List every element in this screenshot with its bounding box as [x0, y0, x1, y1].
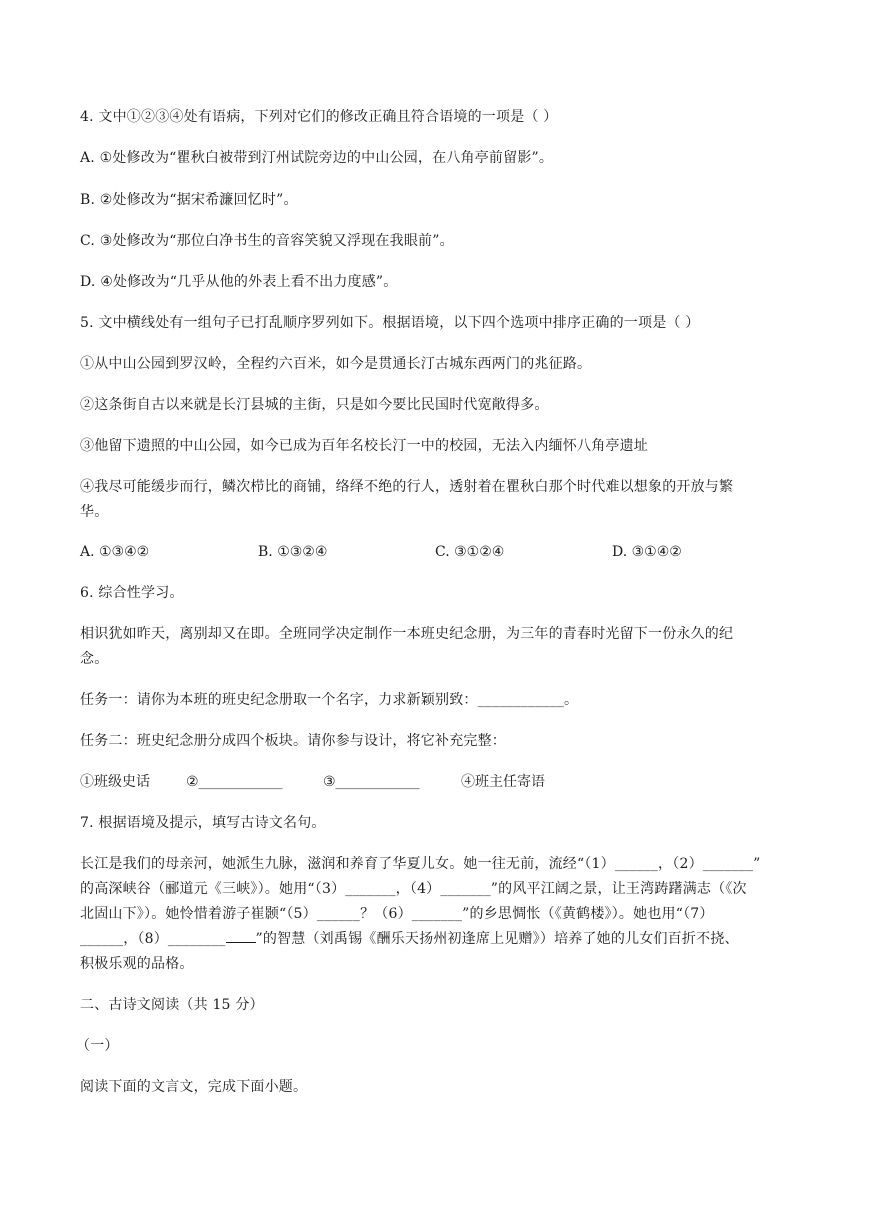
q6-stem: 6. 综合性学习。	[80, 585, 184, 601]
q6-board-2: ②____________	[186, 774, 283, 790]
q4-stem: 4. 文中①②③④处有语病，下列对它们的修改正确且符合语境的一项是（ ）	[80, 109, 558, 125]
q7-paragraph-line-5: 积极乐观的品格。	[80, 956, 194, 972]
q5-sentence-2: ②这条街自古以来就是长汀县城的主街，只是如今要比民国时代宽敞得多。	[80, 397, 549, 413]
q5-sentence-4-line-1: ④我尽可能缓步而行，鳞次栉比的商铺，络绎不绝的行人，透射着在瞿秋白那个时代难以想象的开放与繁	[80, 479, 734, 495]
q6-board-4: ④班主任寄语	[461, 774, 545, 790]
q6-board-3: ③____________	[323, 774, 420, 790]
q7-paragraph-line-4	[80, 928, 795, 950]
q5-option-a: A. ①③④②	[80, 544, 150, 560]
section-2-instruction: 阅读下面的文言文，完成下面小题。	[80, 1079, 308, 1095]
q6-intro-line-1: 相识犹如昨天，离别却又在即。全班同学决定制作一本班史纪念册，为三年的青春时光留下一份永久的纪	[80, 626, 734, 642]
q5-option-b: B. ①③②④	[258, 544, 328, 560]
q4-option-d: D. ④处修改为“几乎从他的外表上看不出力度感”。	[80, 274, 398, 290]
q6-intro-line-2: 念。	[80, 651, 109, 667]
q5-sentence-3: ③他留下遗照的中山公园，如今已成为百年名校长汀一中的校园，无法入内缅怀八角亭遗址	[80, 438, 648, 454]
q7-blank-underline	[226, 928, 256, 943]
q6-board-1: ①班级史话	[80, 774, 150, 790]
q4-option-c: C. ③处修改为“那位白净书生的音容笑貌又浮现在我眼前”。	[80, 233, 454, 249]
q4-option-b: B. ②处修改为“据宋希濂回忆时”。	[80, 192, 298, 208]
section-2-title: 二、古诗文阅读（共 15 分）	[80, 997, 264, 1013]
q5-stem: 5. 文中横线处有一组句子已打乱顺序罗列如下。根据语境，以下四个选项中排序正确的一项是（ ）	[80, 315, 700, 331]
q7-line-4-text: ”的智慧（刘禹锡《酬乐天扬州初逢席上见赠》）培养了她的儿女们百折不挠、	[255, 931, 739, 947]
q7-blanks-7-8: ______，（8）________	[80, 931, 226, 947]
q5-option-c: C. ③①②④	[435, 544, 505, 560]
q7-paragraph-line-3: 北固山下》）。她怜惜着游子崔颢“（5）______？（6）_______”的乡思惆怅（《黄鹤楼》）。她也用“（7）	[80, 906, 714, 922]
q7-paragraph-line-1: 长江是我们的母亲河，她派生九脉，滋润和养育了华夏儿女。她一往无前，流经“（1）______，（2）_______”	[80, 856, 761, 872]
q7-stem: 7. 根据语境及提示，填写古诗文名句。	[80, 815, 326, 831]
q4-option-a: A. ①处修改为“瞿秋白被带到汀州试院旁边的中山公园，在八角亭前留影”。	[80, 150, 554, 166]
q7-paragraph-line-2: 的高深峡谷（郦道元《三峡》）。她用“（3）_______，（4）_______”的风平江阔之景，让王湾踌躇满志（《次	[80, 881, 747, 897]
q6-task-2: 任务二：班史纪念册分成四个板块。请你参与设计，将它补充完整：	[80, 733, 506, 749]
section-2-subheading: （一）	[76, 1038, 119, 1054]
q5-option-d: D. ③①④②	[612, 544, 682, 560]
q5-sentence-4-line-2: 华。	[80, 504, 109, 520]
q6-task-1: 任务一：请你为本班的班史纪念册取一个名字，力求新颖别致：____________。	[80, 692, 579, 708]
q5-sentence-1: ①从中山公园到罗汉岭，全程约六百米，如今是贯通长汀古城东西两门的兆征路。	[80, 356, 592, 372]
